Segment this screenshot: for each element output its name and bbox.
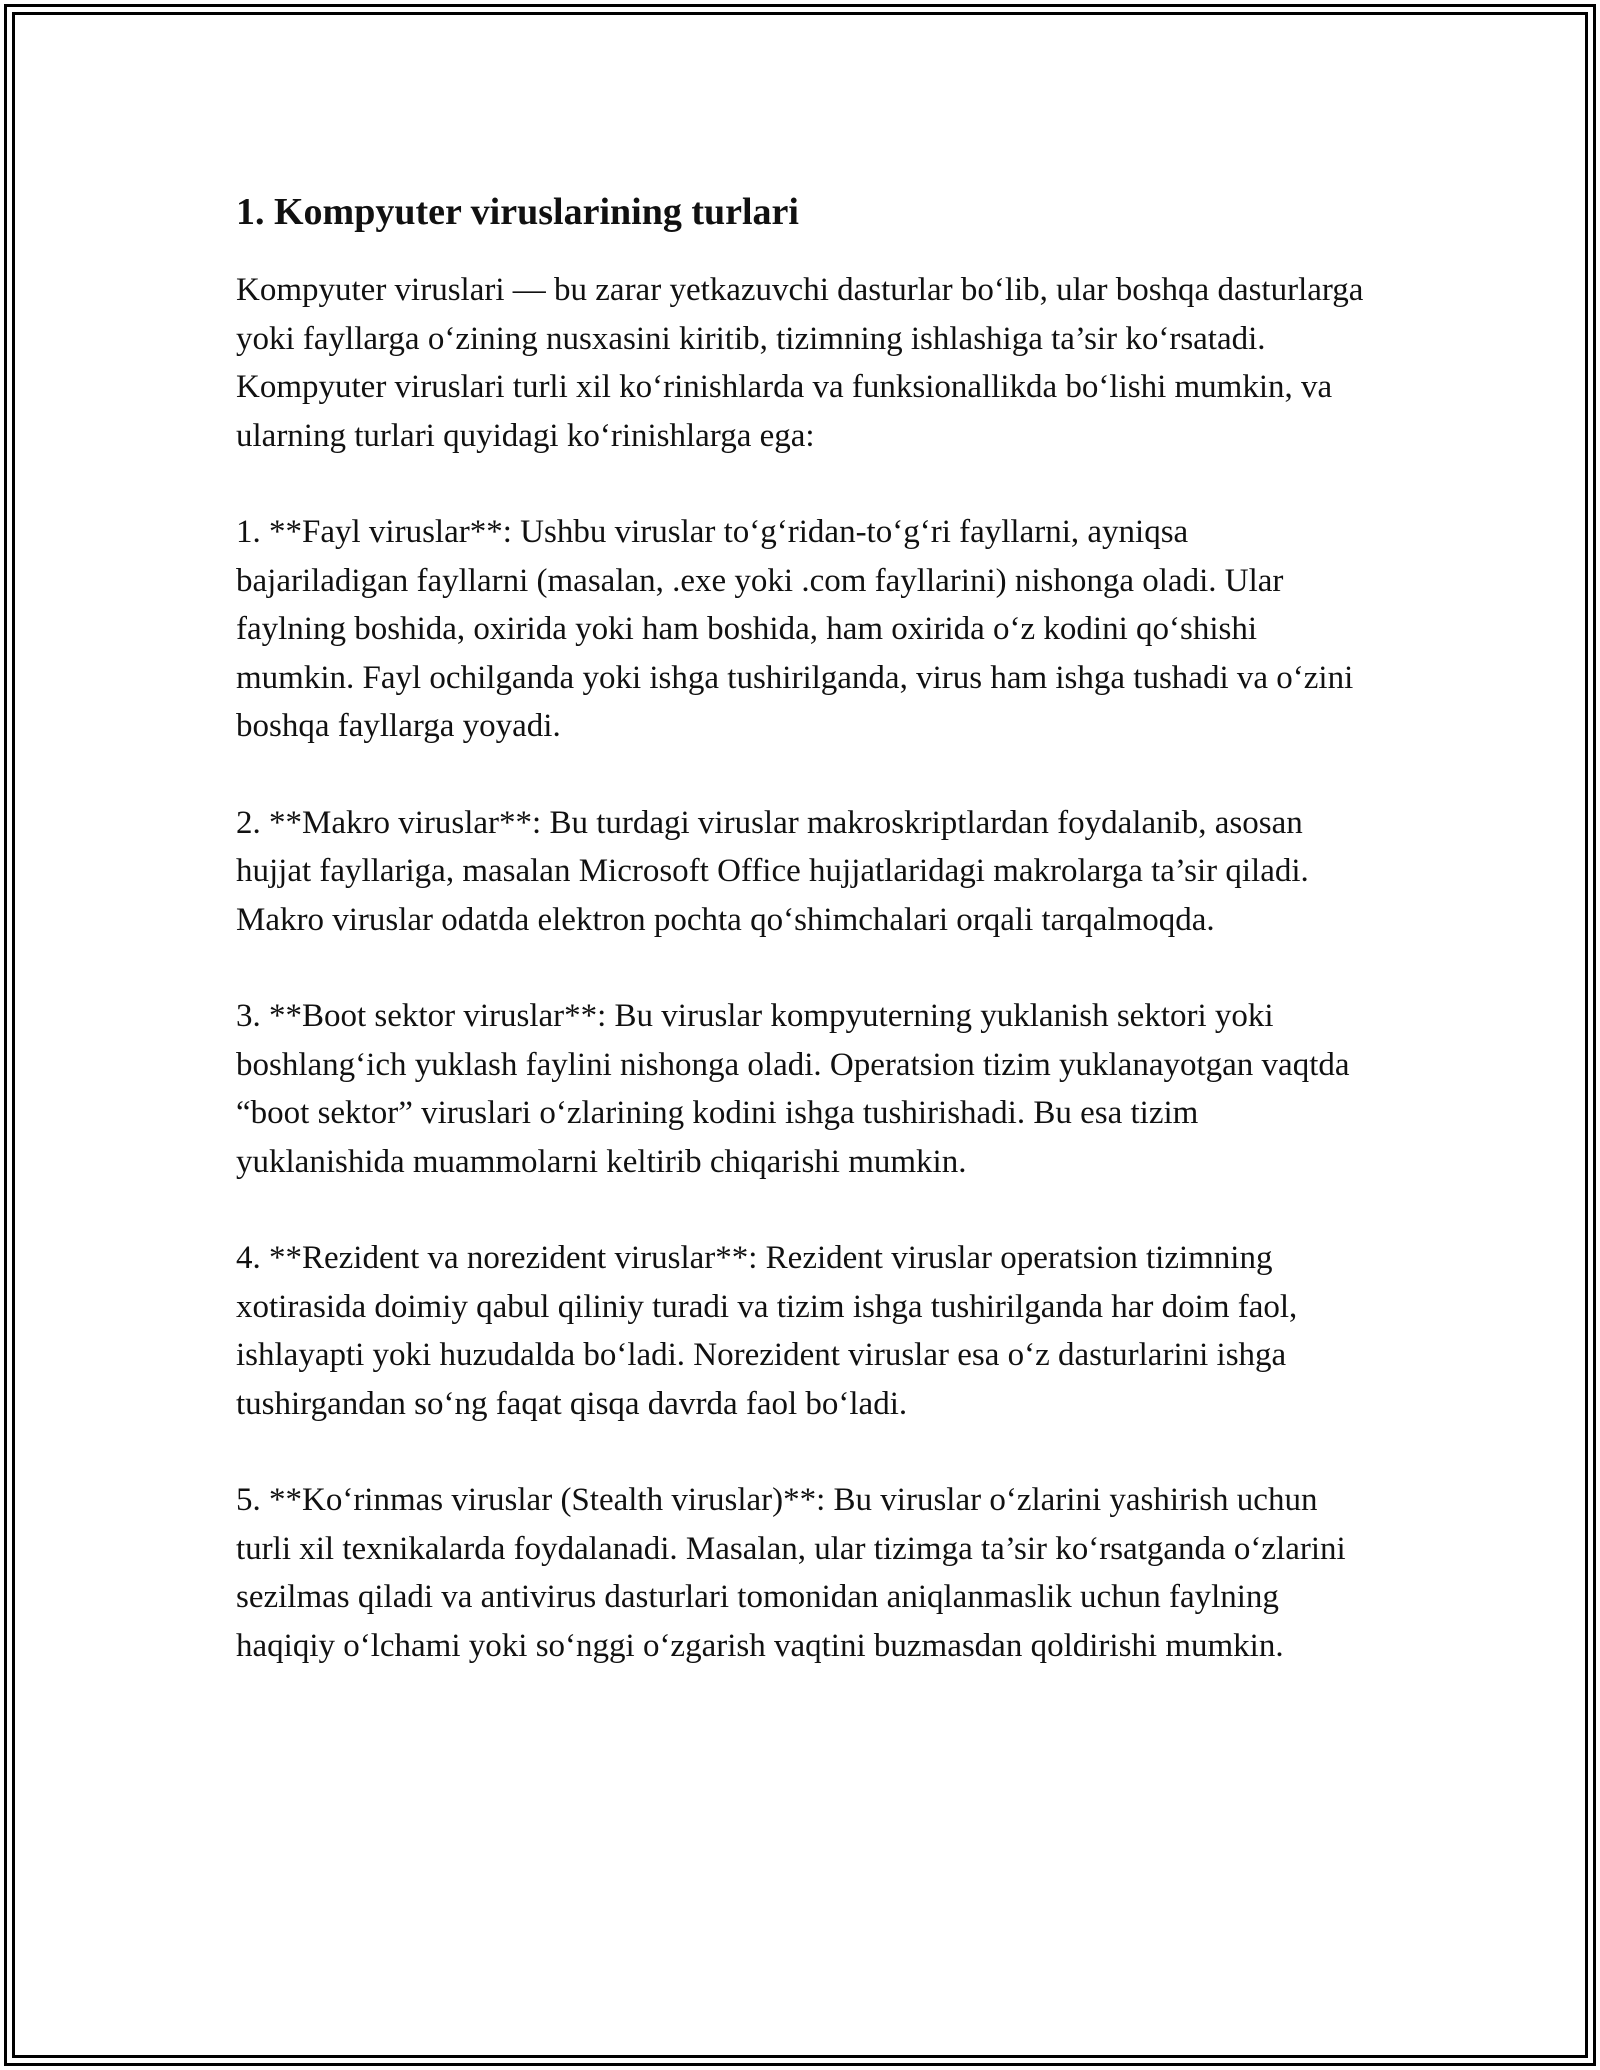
list-item-boot-sector-viruses: 3. **Boot sektor viruslar**: Bu viruslar kompyuterning yuklanish sektori yoki boshlang‘ich yuklash faylini nishonga oladi. Operatsion tizim yuklanayotgan vaqtda “boot sektor” viruslari o‘zlarining kodini ishga tushirishadi. Bu esa tizim yuklanishida muammolarni keltirib chiqarishi mumkin. xyxy=(236,998,1350,1180)
document-content xyxy=(236,186,1366,1718)
list-item-resident-viruses: 4. **Rezident va norezident viruslar**: Rezident viruslar operatsion tizimning xotirasida doimiy qabul qiliniy turadi va tizim ishga tushirilganda har doim faol, ishlayapti yoki huzudalda bo‘ladi. Norezident viruslar esa o‘z dasturlarini ishga tushirgandan so‘ng faqat qisqa davrda faol bo‘ladi. xyxy=(236,1240,1298,1422)
document-title: 1. Kompyuter viruslarining turlari xyxy=(236,191,799,233)
intro-paragraph: Kompyuter viruslari — bu zarar yetkazuvchi dasturlar bo‘lib, ular boshqa dasturlarga yoki fayllarga o‘zining nusxasini kiritib, tizimning ishlashiga ta’sir ko‘rsatadi. Kompyuter viruslari turli xil ko‘rinishlarda va funksionallikda bo‘lishi mumkin, va ularning turlari quyidagi ko‘rinishlarga ega: xyxy=(236,272,1364,454)
list-item-file-viruses: 1. **Fayl viruslar**: Ushbu viruslar to‘g‘ridan-to‘g‘ri fayllarni, ayniqsa bajariladigan fayllarni (masalan, .exe yoki .com fayllarini) nishonga oladi. Ular faylning boshida, oxirida yoki ham boshida, ham oxirida o‘z kodini qo‘shishi mumkin. Fayl ochilganda yoki ishga tushirilganda, virus ham ishga tushadi va o‘zini boshqa fayllarga yoyadi. xyxy=(236,514,1354,744)
list-item-macro-viruses: 2. **Makro viruslar**: Bu turdagi viruslar makroskriptlardan foydalanib, asosan hujjat fayllariga, masalan Microsoft Office hujjatlaridagi makrolarga ta’sir qiladi. Makro viruslar odatda elektron pochta qo‘shimchalari orqali tarqalmoqda. xyxy=(236,804,1309,938)
list-item-stealth-viruses: 5. **Ko‘rinmas viruslar (Stealth viruslar)**: Bu viruslar o‘zlarini yashirish uchun turli xil texnikalarda foydalanadi. Masalan, ular tizimga ta’sir ko‘rsatganda o‘zlarini sezilmas qiladi va antivirus dasturlari tomonidan aniqlanmaslik uchun faylning haqiqiy o‘lchami yoki so‘nggi o‘zgarish vaqtini buzmasdan qoldirishi mumkin. xyxy=(236,1482,1346,1664)
